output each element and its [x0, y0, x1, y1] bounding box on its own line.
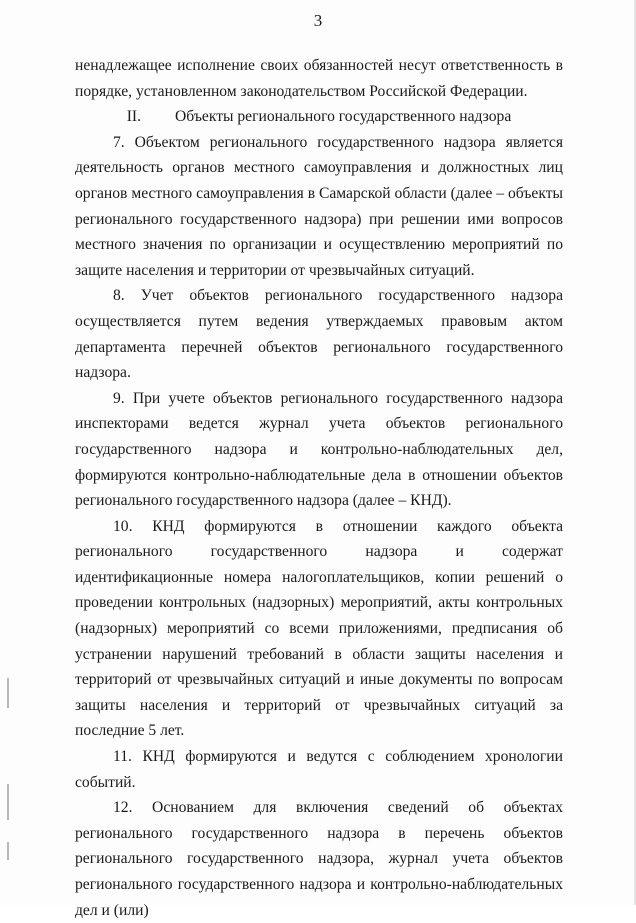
paragraph-10: 10. КНД формируются в отношении каждого объекта регионального государственного надзора и содержат идентификационные номера налогоплательщиков, копии решений о проведении контрольных (надзорных) мероприятий, акты контрольных (надзорных) мероприятий со всеми приложениями, предписания об устранении нарушений требований в области защиты населения и территорий от чрезвычайных ситуаций и иные документы по вопросам защиты населения и территорий от чрезвычайных ситуаций за последние 5 лет.	[75, 517, 563, 740]
scan-edge-mark	[7, 678, 9, 708]
paragraph-12: 12. Основанием для включения сведений об объектах регионального государственного надзора в перечень объектов регионального государственного надзора, журнал учета объектов регионального государственного надзора и контрольно-наблюдательных дел и (или)	[75, 799, 563, 919]
paragraph-7: 7. Объектом регионального государственного надзора является деятельность органов местного самоуправления и должностных лиц органов местного самоуправления в Самарской области (далее – объекты регионального государственного надзора) при решении ими вопросов местного значения по организации и осуществлению мероприятий по защите населения и территории от чрезвычайных ситуаций.	[75, 133, 563, 279]
page-number: 3	[313, 11, 323, 30]
scan-edge-mark	[7, 842, 9, 860]
section-title: Объекты регионального государственного надзора	[175, 108, 512, 126]
scan-edge-mark	[7, 784, 9, 820]
document-body	[75, 53, 563, 923]
paragraph-9: 9. При учете объектов регионального государственного надзора инспекторами ведется журнал учета объектов регионального государственного надзора и контрольно-наблюдательных дел, формируются контрольно-наблюдательные дела в отношении объектов регионального государственного надзора (далее – КНД).	[75, 389, 563, 510]
paragraph-8: 8. Учет объектов регионального государственного надзора осуществляется путем ведения утверждаемых правовым актом департамента перечней объектов регионального государственного надзора.	[75, 287, 563, 382]
section-heading	[75, 104, 563, 130]
paragraph-continuation: ненадлежащее исполнение своих обязанностей несут ответственность в порядке, установленном законодательством Российской Федерации.	[75, 57, 563, 100]
paragraph-11: 11. КНД формируются и ведутся с соблюдением хронологии событий.	[75, 748, 563, 791]
section-number: II.	[126, 108, 142, 126]
